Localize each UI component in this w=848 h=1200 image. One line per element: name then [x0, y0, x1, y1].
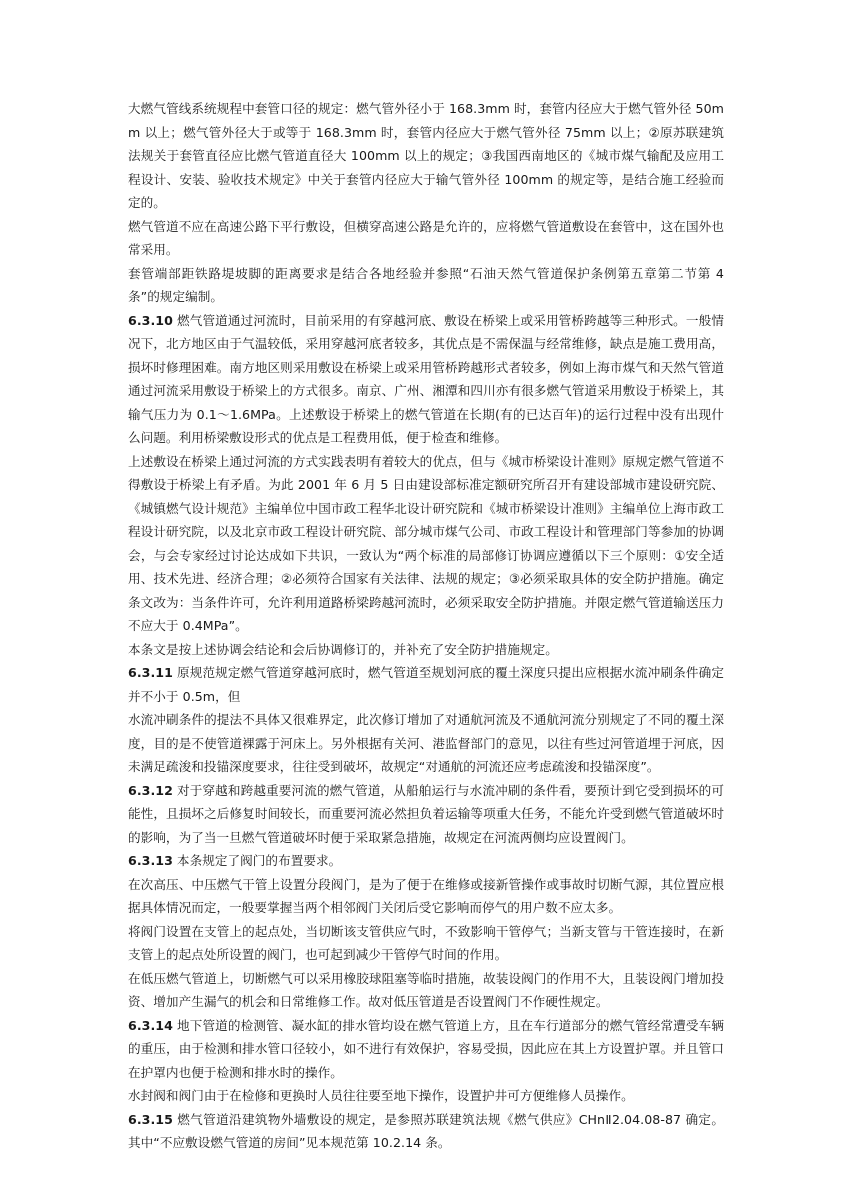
section-number: 6.3.14: [128, 1017, 173, 1033]
paragraph: [128, 1108, 724, 1155]
paragraph-text: 在低压燃气管道上，切断燃气可以采用橡胶球阻塞等临时措施，故装设阀门的作用不大，且装设阀门增加投资、增加产生漏气的机会和日常维修工作。故对低压管道是否设置阀门不作硬性规定。: [128, 970, 724, 1009]
paragraph: [128, 262, 724, 309]
paragraph: [128, 849, 724, 873]
paragraph-text: 地下管道的检测管、凝水缸的排水管均设在燃气管道上方，且在车行道部分的燃气管经常遭受车辆的重压，由于检测和排水管口径较小，如不进行有效保护，容易受损，因此应在其上方设置护罩。并且管口在护罩内也便于检测和排水时的操作。: [128, 1017, 724, 1080]
section-number: 6.3.13: [128, 853, 173, 868]
paragraph-text: 对于穿越和跨越重要河流的燃气管道，从船舶运行与水流冲刷的条件看，要预计到它受到损坏的可能性，且损坏之后修复时间较长，而重要河流必然担负着运输等项重大任务，不能允许受到燃气管道破坏时的影响，为了当一旦燃气管道破坏时便于采取紧急措施，故规定在河流两侧均应设置阀门。: [128, 782, 724, 845]
paragraph: [128, 708, 724, 779]
paragraph-text: 上述敷设在桥梁上通过河流的方式实践表明有着较大的优点，但与《城市桥梁设计准则》原规定燃气管道不得敷设于桥梁上有矛盾。为此 2001 年 6 月 5 日由建设部标准定额研究所召开有建设部城市建设研究院、《城镇燃气设计规范》主编单位中国市政工程华北设计研究院和《城市桥梁设计准则》主编单位上海市政工程设计研究院，以及北京市政工程设计研究院、部分城市煤气公司、市政工程设计和管理部门等参加的协调会，与会专家经过讨论达成如下共识，一致认为“两个标准的局部修订协调应遵循以下三个原则：①安全适用、技术先进、经济合理；②必须符合国家有关法律、法规的规定；③必须采取具体的安全防护措施。确定条文改为：当条件许可，允许利用道路桥梁跨越河流时，必须采取安全防护措施。并限定燃气管道输送压力不应大于 0.4MPa”。: [128, 453, 724, 633]
paragraph-text: 原规范规定燃气管道穿越河底时，燃气管道至规划河底的覆土深度只提出应根据水流冲刷条件确定并不小于 0.5m，但: [128, 665, 724, 704]
paragraph-text: 本条文是按上述协调会结论和会后协调修订的，并补充了安全防护措施规定。: [128, 641, 558, 657]
section-number: 6.3.15: [128, 1111, 173, 1127]
paragraph-text: 燃气管道沿建筑物外墙敷设的规定，是参照苏联建筑法规《燃气供应》CHnⅡ2.04.08-87 确定。其中“不应敷设燃气管道的房间”见本规范第 10.2.14 条。: [128, 1111, 724, 1150]
paragraph: [128, 779, 724, 850]
paragraph: [128, 97, 724, 215]
document-body: [128, 97, 724, 1155]
paragraph: [128, 450, 724, 638]
paragraph: [128, 873, 724, 920]
paragraph: [128, 1084, 724, 1108]
paragraph: [128, 920, 724, 967]
paragraph: [128, 661, 724, 708]
paragraph: [128, 638, 724, 662]
paragraph: [128, 309, 724, 450]
paragraph-text: 本条规定了阀门的布置要求。: [176, 853, 342, 868]
paragraph: [128, 1014, 724, 1085]
paragraph-text: 将阀门设置在支管上的起点处，当切断该支管供应气时，不致影响干管停气；当新支管与干管连接时，在新支管上的起点处所设置的阀门，也可起到减少干管停气时间的作用。: [128, 923, 724, 962]
paragraph-text: 水流冲刷条件的提法不具体又很难界定，此次修订增加了对通航河流及不通航河流分别规定了不同的覆土深度，目的是不使管道裸露于河床上。另外根据有关河、港监督部门的意见，以往有些过河管道埋于河底，因未满足疏浚和投锚深度要求，往往受到破坏，故规定“对通航的河流还应考虑疏浚和投锚深度”。: [128, 712, 724, 774]
paragraph-text: 在次高压、中压燃气干管上设置分段阀门，是为了便于在维修或接新管操作或事故时切断气源，其位置应根据具体情况而定，一般要掌握当两个相邻阀门关闭后受它影响而停气的用户数不应太多。: [128, 876, 724, 915]
paragraph-text: 燃气管道不应在高速公路下平行敷设，但横穿高速公路是允许的，应将燃气管道敷设在套管中，这在国外也常采用。: [128, 218, 724, 257]
paragraph-text: 大燃气管线系统规程中套管口径的规定：燃气管外径小于 168.3mm 时，套管内径应大于燃气管外径 50mm 以上；燃气管外径大于或等于 168.3mm 时，套管内径应大于燃气管外径 75mm 以上；②原苏联建筑法规关于套管直径应比燃气管道直径大 100mm 以上的规定；③我国西南地区的《城市煤气输配及应用工程设计、安装、验收技术规定》中关于套管内径应大于输气管外径 100mm 的规定等，是结合施工经验而定的。: [128, 101, 724, 210]
section-number: 6.3.11: [128, 665, 173, 680]
section-number: 6.3.12: [128, 782, 173, 798]
paragraph-text: 套管端部距铁路堤坡脚的距离要求是结合各地经验并参照“石油天然气管道保护条例第五章第二节第 4 条”的规定编制。: [128, 265, 724, 304]
paragraph: [128, 215, 724, 262]
paragraph: [128, 967, 724, 1014]
section-number: 6.3.10: [128, 312, 173, 328]
paragraph-text: 水封阀和阀门由于在检修和更换时人员往往要至地下操作，设置护井可方便维修人员操作。: [128, 1088, 634, 1103]
paragraph-text: 燃气管道通过河流时，目前采用的有穿越河底、敷设在桥梁上或采用管桥跨越等三种形式。一般情况下，北方地区由于气温较低，采用穿越河底者较多，其优点是不需保温与经常维修，缺点是施工费用高，损坏时修理困难。南方地区则采用敷设在桥梁上或采用管桥跨越形式者较多，例如上海市煤气和天然气管道通过河流采用敷设于桥梁上的方式很多。南京、广州、湘潭和四川亦有很多燃气管道采用敷设于桥梁上，其输气压力为 0.1～1.6MPa。上述敷设于桥梁上的燃气管道在长期(有的已达百年)的运行过程中没有出现什么问题。利用桥梁敷设形式的优点是工程费用低，便于检查和维修。: [128, 312, 724, 445]
